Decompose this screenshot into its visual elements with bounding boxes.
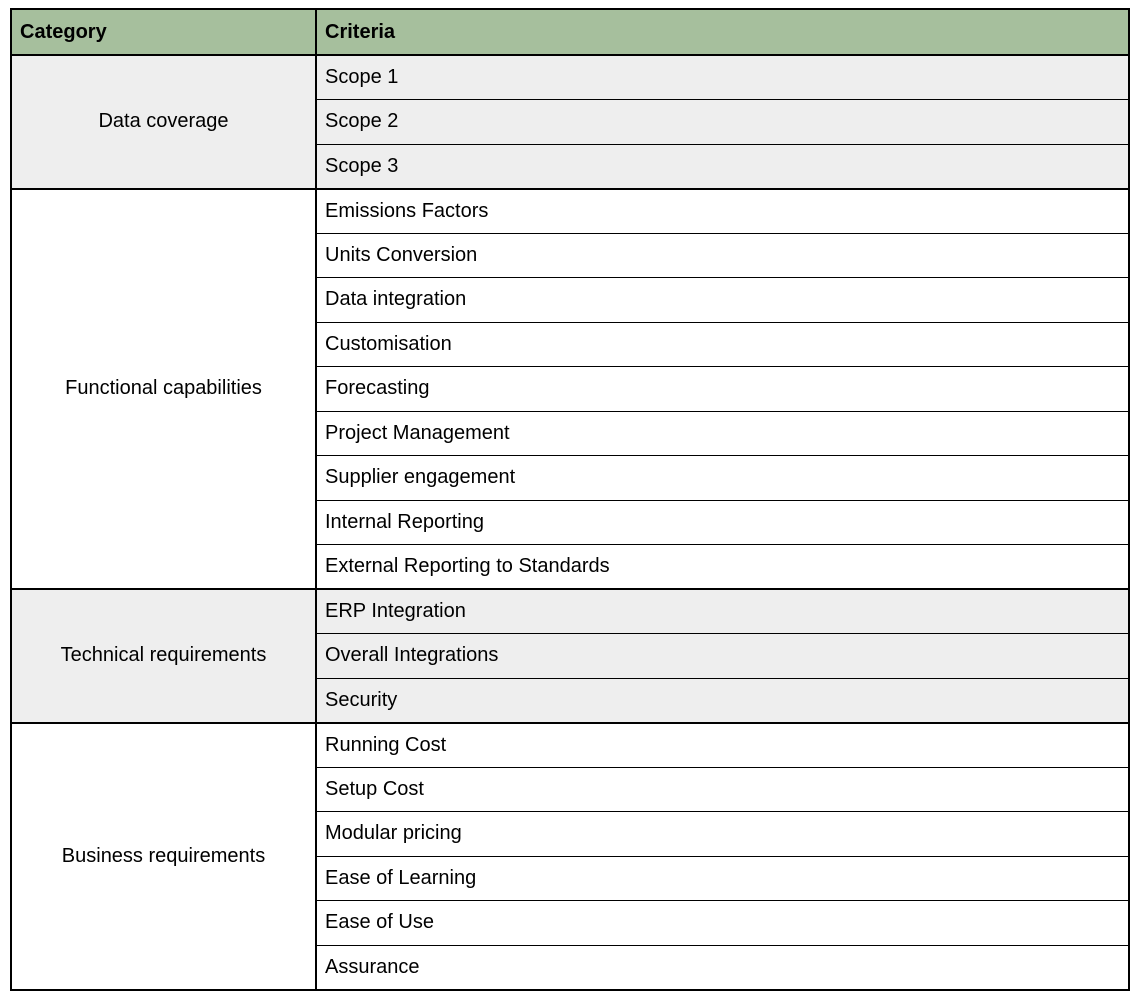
criteria-cell: Scope 3 (316, 144, 1129, 189)
criteria-cell: Internal Reporting (316, 500, 1129, 545)
table-header-row (11, 9, 1129, 55)
table-row (11, 723, 1129, 768)
table-body (11, 55, 1129, 990)
table-row (11, 589, 1129, 634)
category-cell: Data coverage (11, 55, 316, 189)
column-header-category: Category (11, 9, 316, 55)
criteria-cell: Forecasting (316, 367, 1129, 412)
criteria-cell: External Reporting to Standards (316, 545, 1129, 590)
criteria-cell: Scope 2 (316, 100, 1129, 145)
criteria-cell: Supplier engagement (316, 456, 1129, 501)
criteria-cell: Emissions Factors (316, 189, 1129, 234)
category-cell: Technical requirements (11, 589, 316, 723)
criteria-table (10, 8, 1130, 991)
criteria-cell: Units Conversion (316, 233, 1129, 278)
criteria-cell: Project Management (316, 411, 1129, 456)
criteria-cell: Overall Integrations (316, 634, 1129, 679)
criteria-cell: Setup Cost (316, 767, 1129, 812)
criteria-cell: Running Cost (316, 723, 1129, 768)
criteria-cell: Modular pricing (316, 812, 1129, 857)
column-header-criteria: Criteria (316, 9, 1129, 55)
criteria-cell: Scope 1 (316, 55, 1129, 100)
criteria-cell: Customisation (316, 322, 1129, 367)
criteria-cell: Ease of Learning (316, 856, 1129, 901)
criteria-cell: Assurance (316, 945, 1129, 990)
table-row (11, 189, 1129, 234)
table-row (11, 55, 1129, 100)
criteria-cell: Ease of Use (316, 901, 1129, 946)
criteria-cell: Security (316, 678, 1129, 723)
criteria-table-container (10, 8, 1128, 991)
table-header (11, 9, 1129, 55)
criteria-cell: Data integration (316, 278, 1129, 323)
category-cell: Business requirements (11, 723, 316, 990)
category-cell: Functional capabilities (11, 189, 316, 590)
criteria-cell: ERP Integration (316, 589, 1129, 634)
